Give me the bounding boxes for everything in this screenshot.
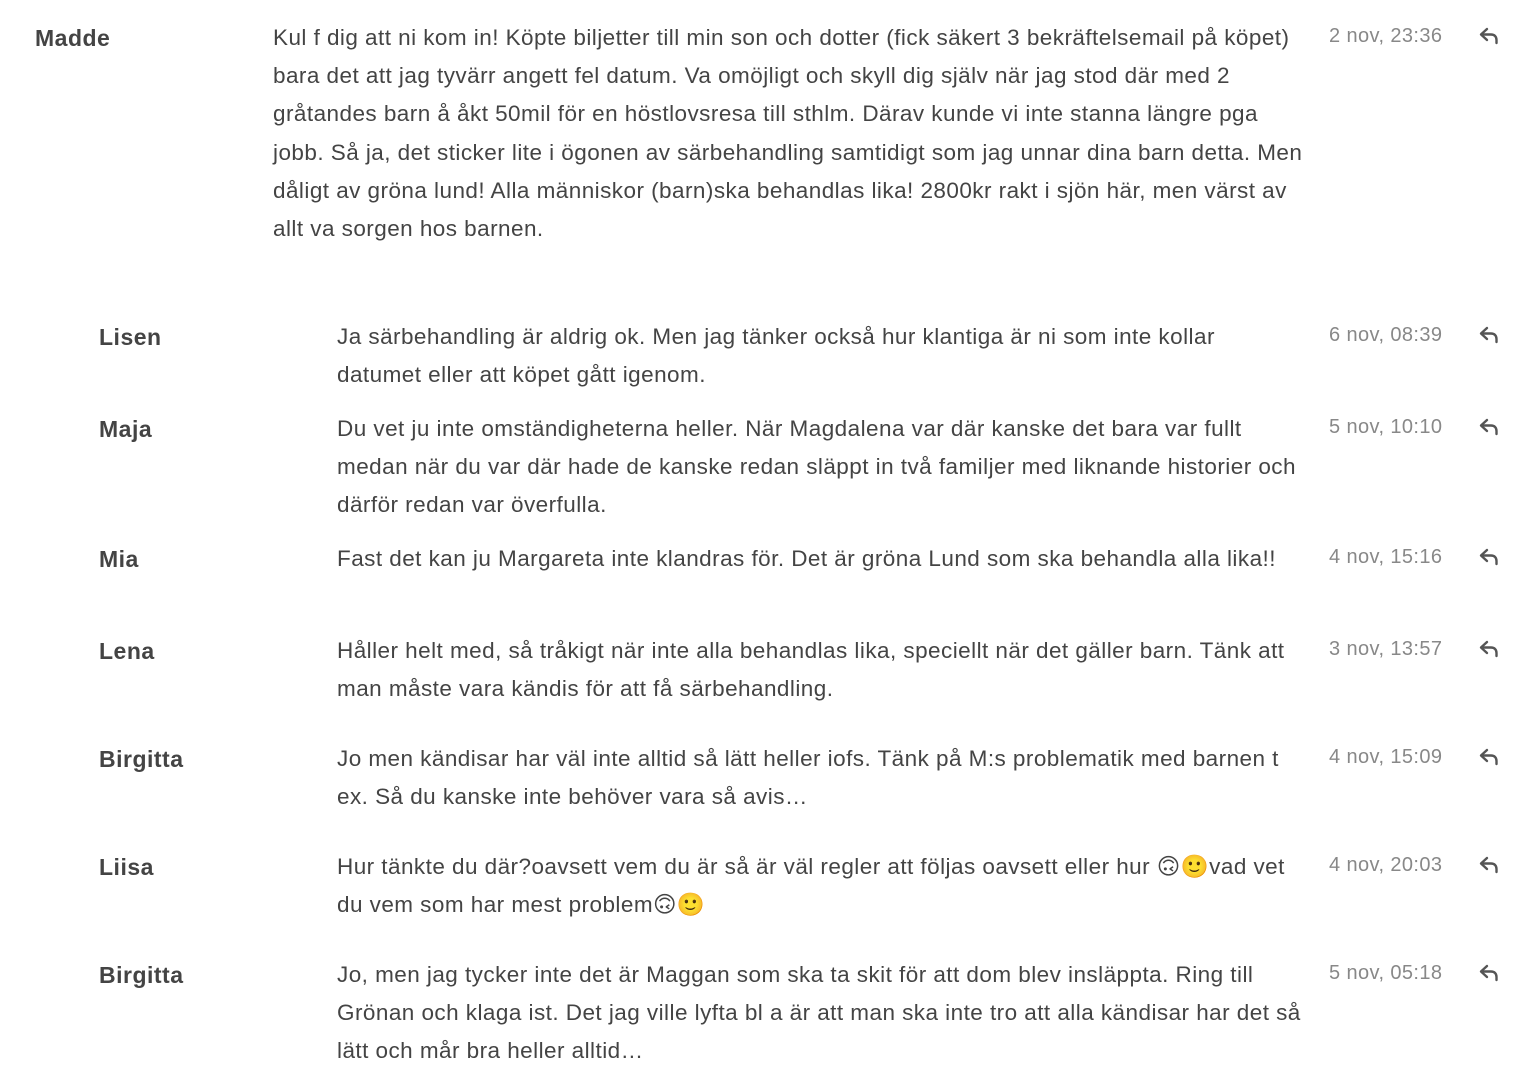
comment-text: Du vet ju inte omständigheterna heller. När Magdalena var där kanske det bara var fullt medan när du var där hade de kanske redan släppt in två familjer med liknande historier och därför redan var överfulla.: [337, 416, 1296, 518]
comment-author[interactable]: Birgitta: [99, 746, 184, 772]
comment-text: Jo, men jag tycker inte det är Maggan som ska ta skit för att dom blev insläppta. Ring till Grönan och klaga ist. Det jag ville lyfta bl a är att man ska inte tro att alla kändisar har det så lätt och mår bra heller alltid…: [337, 962, 1301, 1064]
comment-timestamp: 5 nov, 10:10: [1329, 416, 1443, 438]
comment-timestamp: 4 nov, 20:03: [1329, 854, 1443, 876]
reply-arrow-icon[interactable]: [1478, 854, 1500, 876]
comment-timestamp: 3 nov, 13:57: [1329, 638, 1443, 660]
comment-timestamp: 4 nov, 15:09: [1329, 746, 1443, 768]
comment-timestamp: 5 nov, 05:18: [1329, 962, 1443, 984]
comment-timestamp: 4 nov, 15:16: [1329, 546, 1443, 568]
reply-arrow-icon[interactable]: [1478, 324, 1500, 346]
comment-author[interactable]: Lisen: [99, 324, 162, 350]
reply-arrow-icon[interactable]: [1478, 962, 1500, 984]
reply-arrow-icon[interactable]: [1478, 638, 1500, 660]
comment-text: Fast det kan ju Margareta inte klandras för. Det är gröna Lund som ska behandla alla lika!!: [337, 546, 1276, 571]
comment-author[interactable]: Lena: [99, 638, 155, 664]
comment-text: Hur tänkte du där?oavsett vem du är så är väl regler att följas oavsett eller hur 🙃🙂vad vet du vem som har mest problem🙃🙂: [337, 854, 1285, 918]
comment-author[interactable]: Liisa: [99, 854, 154, 880]
comment-author[interactable]: Madde: [35, 25, 111, 51]
comment-text: Ja särbehandling är aldrig ok. Men jag tänker också hur klantiga är ni som inte kollar datumet eller att köpet gått igenom.: [337, 324, 1215, 388]
comment-text: Jo men kändisar har väl inte alltid så lätt heller iofs. Tänk på M:s problematik med barnen t ex. Så du kanske inte behöver vara så avis…: [337, 746, 1279, 810]
reply-arrow-icon[interactable]: [1478, 746, 1500, 768]
comment-author[interactable]: Maja: [99, 416, 153, 442]
reply-arrow-icon[interactable]: [1478, 25, 1500, 47]
comment-author[interactable]: Birgitta: [99, 962, 184, 988]
comment-timestamp: 2 nov, 23:36: [1329, 25, 1443, 47]
reply-arrow-icon[interactable]: [1478, 416, 1500, 438]
comment-text: Kul f dig att ni kom in! Köpte biljetter till min son och dotter (fick säkert 3 bekräftelsemail på köpet) bara det att jag tyvärr angett fel datum. Va omöjligt och skyll dig själv när jag stod där med 2 gråtandes barn å åkt 50mil för en höstlovsresa till sthlm. Därav kunde vi inte stanna längre pga jobb. Så ja, det sticker lite i ögonen av särbehandling samtidigt som jag unnar dina barn detta. Men dåligt av gröna lund! Alla människor (barn)ska behandlas lika! 2800kr rakt i sjön här, men värst av allt va sorgen hos barnen.: [273, 25, 1303, 242]
comment-author[interactable]: Mia: [99, 546, 139, 572]
comment-text: Håller helt med, så tråkigt när inte alla behandlas lika, speciellt när det gäller barn. Tänk att man måste vara kändis för att få särbehandling.: [337, 638, 1285, 702]
comment-timestamp: 6 nov, 08:39: [1329, 324, 1443, 346]
reply-arrow-icon[interactable]: [1478, 546, 1500, 568]
